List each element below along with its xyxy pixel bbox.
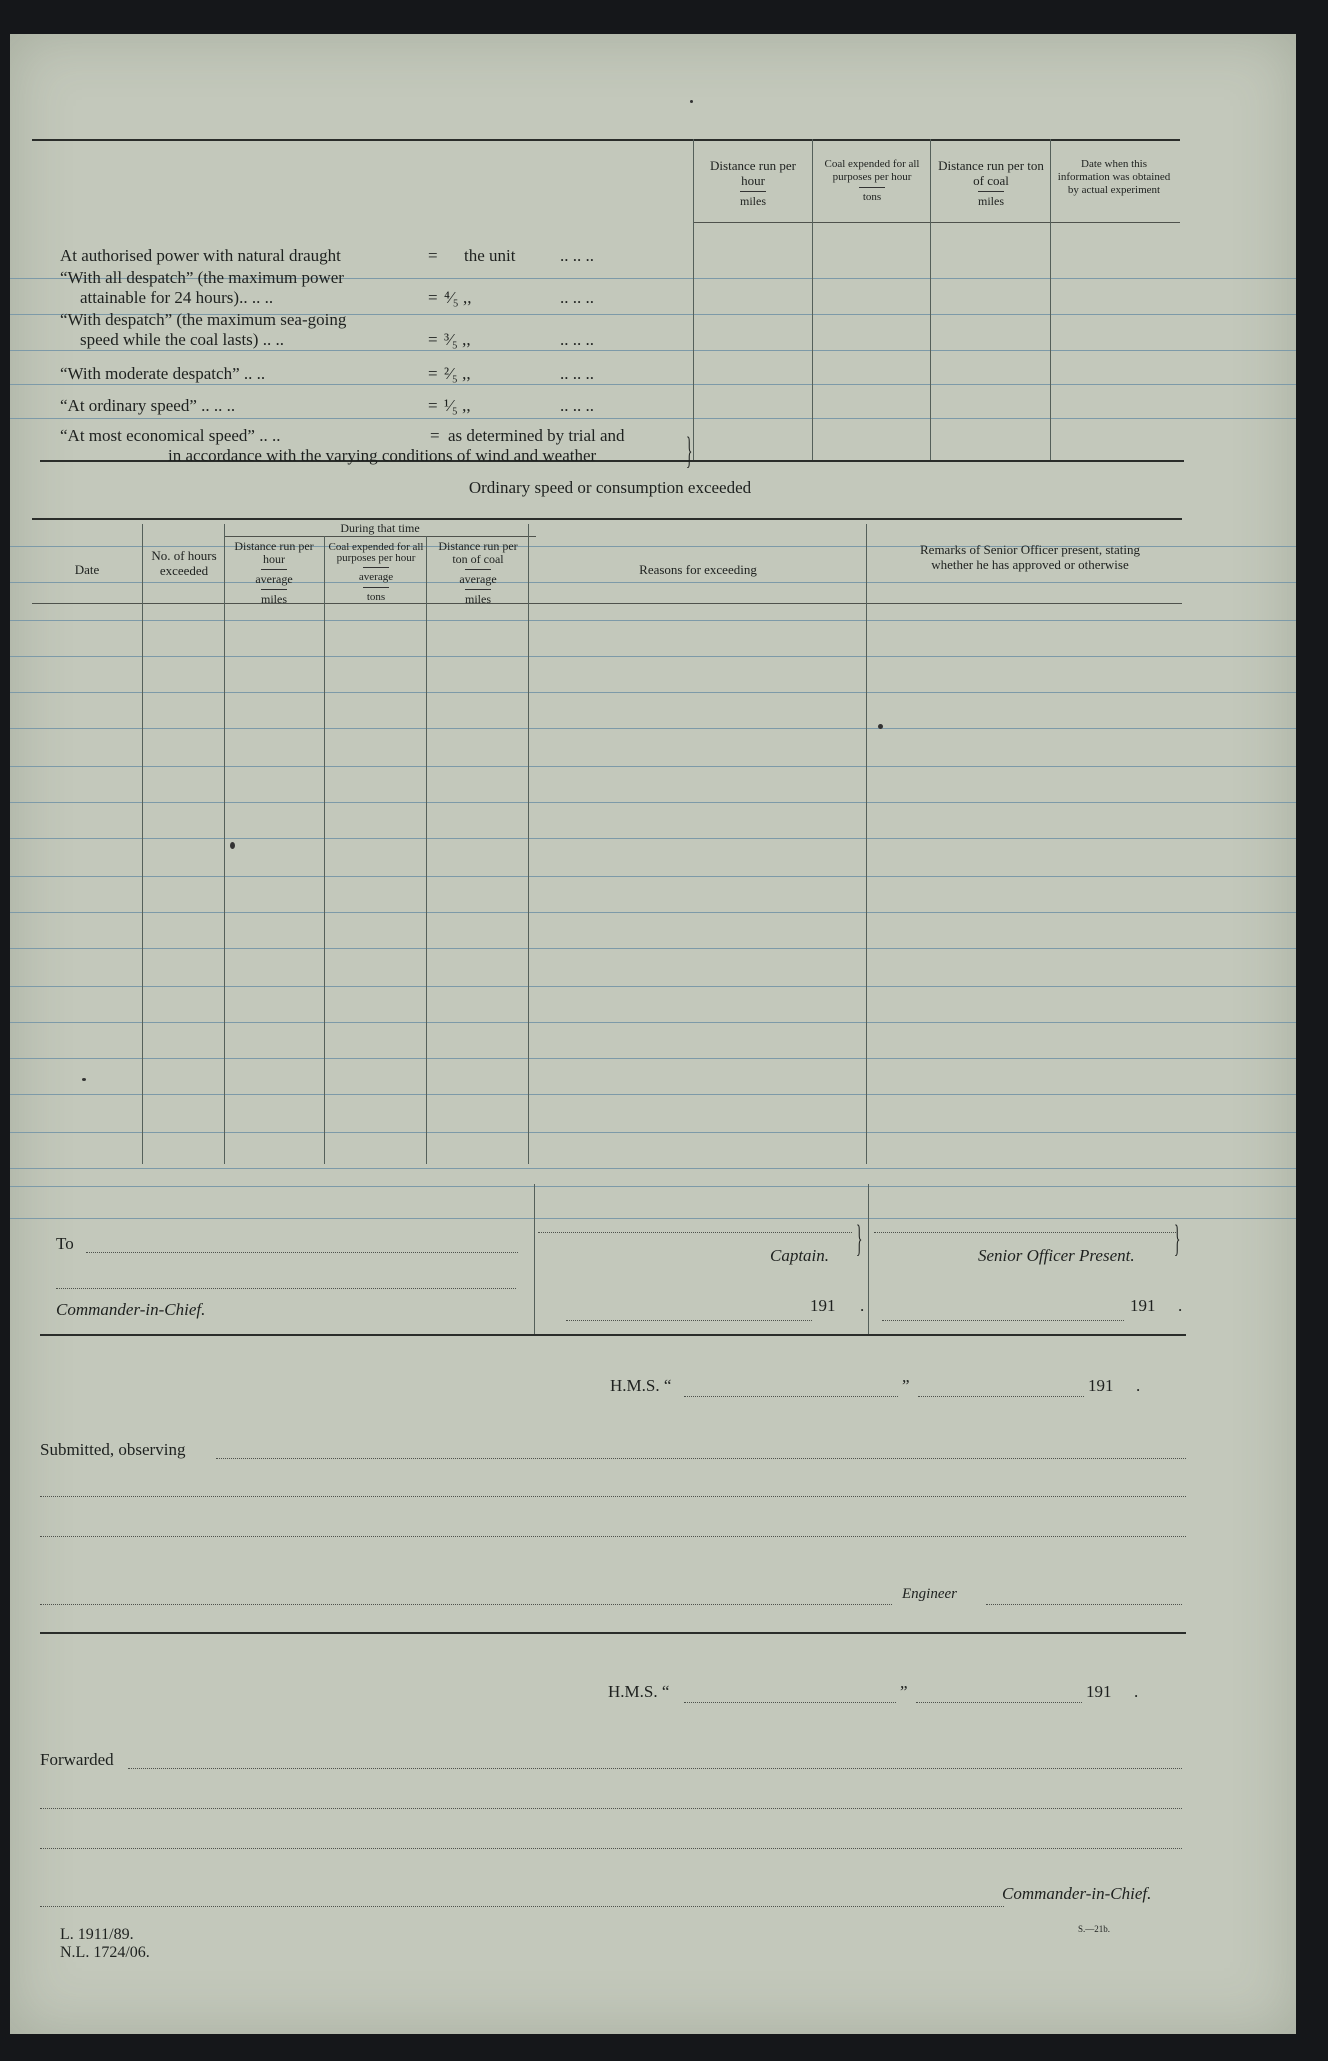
ruled-line <box>10 1022 1296 1023</box>
col-divider <box>224 524 225 1164</box>
ruled-line <box>10 620 1296 621</box>
during-that-time-label: During that time <box>340 521 420 535</box>
speed-row-despatch-rel: = <box>428 330 438 349</box>
ruled-line <box>10 1186 1296 1187</box>
col-divider <box>693 139 694 460</box>
curly-brace: } <box>1174 1218 1181 1260</box>
senior-officer-label: Senior Officer Present. <box>978 1246 1135 1265</box>
speed-row-ordinary-dots: .. .. .. <box>560 396 594 415</box>
speed-row-authorised-rel: = <box>428 246 438 265</box>
speed-row-despatch-dots: .. .. .. <box>560 330 594 349</box>
col-divider <box>866 524 867 1164</box>
col-coal-header: Coal expended for all purposes per hour average tons <box>328 541 424 603</box>
forwarded-field-line3[interactable] <box>40 1848 1182 1849</box>
ruled-line <box>10 912 1296 913</box>
ruled-line <box>10 418 1296 419</box>
ruled-line <box>10 728 1296 729</box>
ruled-line <box>10 876 1296 877</box>
forwarding-year: 191 <box>1086 1682 1112 1701</box>
col-divider <box>528 524 529 1164</box>
submission-close-quote: ” <box>902 1376 910 1395</box>
forwarding-cinc-label: Commander-in-Chief. <box>1002 1884 1152 1903</box>
forwarded-field-line2[interactable] <box>40 1808 1182 1809</box>
speed-row-despatch-value: ³⁄₅ ,, <box>444 330 471 349</box>
header-experiment-date: Date when this information was obtained by actual experiment <box>1057 158 1171 196</box>
speed-row-moderate-dots: .. .. .. <box>560 364 594 383</box>
forwarding-date-field[interactable] <box>916 1702 1082 1703</box>
captain-signature-field[interactable] <box>538 1232 852 1233</box>
forwarding-hms-label: H.M.S. “ <box>608 1682 670 1701</box>
speed-row-economical-line2: in accordance with the varying conditions of wind and weather <box>168 446 597 465</box>
ruled-line <box>10 1218 1296 1219</box>
col-divider <box>142 524 143 1164</box>
speed-row-all-despatch-dots: .. .. .. <box>560 288 594 307</box>
during-group-underline <box>224 536 536 537</box>
top-rule <box>32 139 1180 141</box>
observation-field-line4[interactable] <box>40 1604 892 1605</box>
senior-officer-date-period: . <box>1178 1296 1183 1315</box>
speed-row-all-despatch-value: ⁴⁄₅ ,, <box>444 288 472 307</box>
captain-year: 191 <box>810 1296 836 1315</box>
forwarding-period: . <box>1134 1682 1139 1701</box>
captain-label: Captain. <box>770 1246 830 1265</box>
engineer-label: Engineer <box>902 1586 957 1602</box>
speed-row-economical-rel: = <box>430 426 440 445</box>
senior-officer-signature-field[interactable] <box>874 1232 1176 1233</box>
submission-hms-label: H.M.S. “ <box>610 1376 672 1395</box>
senior-officer-date-field[interactable] <box>882 1320 1124 1321</box>
ruled-line <box>10 384 1296 385</box>
speed-row-authorised-dots: .. .. .. <box>560 246 594 265</box>
cinc-label: Commander-in-Chief. <box>56 1300 206 1319</box>
submission-bottom-rule <box>40 1632 1186 1634</box>
submission-ship-name-field[interactable] <box>684 1396 898 1397</box>
cinc-signature-field[interactable] <box>40 1906 1004 1907</box>
col-date-header: Date <box>74 562 100 577</box>
exceeded-title: Ordinary speed or consumption exceeded <box>468 478 752 497</box>
observation-field[interactable] <box>216 1458 1186 1459</box>
speed-row-ordinary: “At ordinary speed” .. .. .. <box>60 396 236 415</box>
ruled-line <box>10 838 1296 839</box>
engineer-signature-field[interactable] <box>986 1604 1182 1605</box>
col-divider <box>868 1184 869 1334</box>
header-distance-per-hour: Distance run per hour miles <box>710 158 796 208</box>
ruled-line <box>10 1168 1296 1169</box>
col-divider <box>812 139 813 460</box>
captain-date-field[interactable] <box>566 1320 812 1321</box>
speed-row-authorised: At authorised power with natural draught <box>60 246 341 265</box>
ruled-line <box>10 986 1296 987</box>
forwarded-label: Forwarded <box>40 1750 114 1769</box>
forwarded-field[interactable] <box>128 1768 1182 1769</box>
speed-row-ordinary-rel: = <box>428 396 438 415</box>
col-divider <box>930 139 931 460</box>
speed-row-moderate: “With moderate despatch” .. .. <box>60 364 266 383</box>
forwarding-ship-name-field[interactable] <box>684 1702 896 1703</box>
ruled-line <box>10 1094 1296 1095</box>
submission-year: 191 <box>1088 1376 1114 1395</box>
submitted-observing-label: Submitted, observing <box>40 1440 186 1459</box>
senior-officer-year: 191 <box>1130 1296 1156 1315</box>
col-hours-header: No. of hours exceeded <box>151 548 217 578</box>
to-field-line2[interactable] <box>56 1288 516 1289</box>
ruled-line <box>10 766 1296 767</box>
observation-field-line3[interactable] <box>40 1536 1186 1537</box>
paper-speck <box>878 724 883 729</box>
forwarding-close-quote: ” <box>900 1682 908 1701</box>
to-label: To <box>56 1234 74 1253</box>
speed-row-all-despatch: “With all despatch” (the maximum power attainable for 24 hours).. .. .. <box>60 268 344 307</box>
col-distance-header: Distance run per hour average miles <box>234 539 314 606</box>
submission-period: . <box>1136 1376 1141 1395</box>
curly-brace: } <box>856 1218 863 1260</box>
exceeded-top-rule <box>32 518 1182 520</box>
speed-row-despatch: “With despatch” (the maximum sea-going speed while the coal lasts) .. .. <box>60 310 347 349</box>
to-field[interactable] <box>86 1252 518 1253</box>
header-underline <box>693 222 1180 223</box>
ruled-line <box>10 582 1296 583</box>
speed-row-moderate-value: ²⁄₅ ,, <box>444 364 471 383</box>
ruled-line <box>10 692 1296 693</box>
footer-references: L. 1911/89. N.L. 1724/06. <box>60 1926 150 1961</box>
col-reasons-header: Reasons for exceeding <box>639 562 757 577</box>
col-divider <box>534 1184 535 1334</box>
curly-brace: } <box>686 430 693 472</box>
address-bottom-rule <box>40 1334 1186 1336</box>
paper-speck <box>82 1078 86 1081</box>
paper-speck <box>690 100 693 103</box>
col-divider <box>324 536 325 1164</box>
speed-row-ordinary-value: ¹⁄₅ ,, <box>444 396 471 415</box>
ruled-line <box>10 350 1296 351</box>
captain-date-period: . <box>860 1296 865 1315</box>
ruled-line <box>10 1132 1296 1133</box>
speed-row-economical: “At most economical speed” .. .. <box>60 426 281 445</box>
paper-speck <box>230 842 235 849</box>
submission-date-field[interactable] <box>918 1396 1084 1397</box>
header-distance-per-ton: Distance run per ton of coal miles <box>938 158 1044 208</box>
speed-row-economical-value: as determined by trial and <box>448 426 625 445</box>
speed-row-all-despatch-rel: = <box>428 288 438 307</box>
speed-row-authorised-value: the unit <box>464 246 516 265</box>
col-remarks-header: Remarks of Senior Officer present, stating whether he has approved or otherwise <box>920 542 1140 572</box>
speed-row-moderate-rel: = <box>428 364 438 383</box>
form-number: S.—21b. <box>1078 1924 1111 1934</box>
exceeded-header-underline <box>32 603 1182 604</box>
form-page <box>10 34 1296 2034</box>
observation-field-line2[interactable] <box>40 1496 1186 1497</box>
col-divider <box>1050 139 1051 460</box>
ruled-line <box>10 948 1296 949</box>
ruled-line <box>10 1058 1296 1059</box>
header-coal-per-hour: Coal expended for all purposes per hour tons <box>824 158 920 203</box>
ruled-line <box>10 802 1296 803</box>
ruled-line <box>10 656 1296 657</box>
col-divider <box>426 536 427 1164</box>
col-per-ton-header: Distance run per ton of coal average miles <box>438 539 518 606</box>
